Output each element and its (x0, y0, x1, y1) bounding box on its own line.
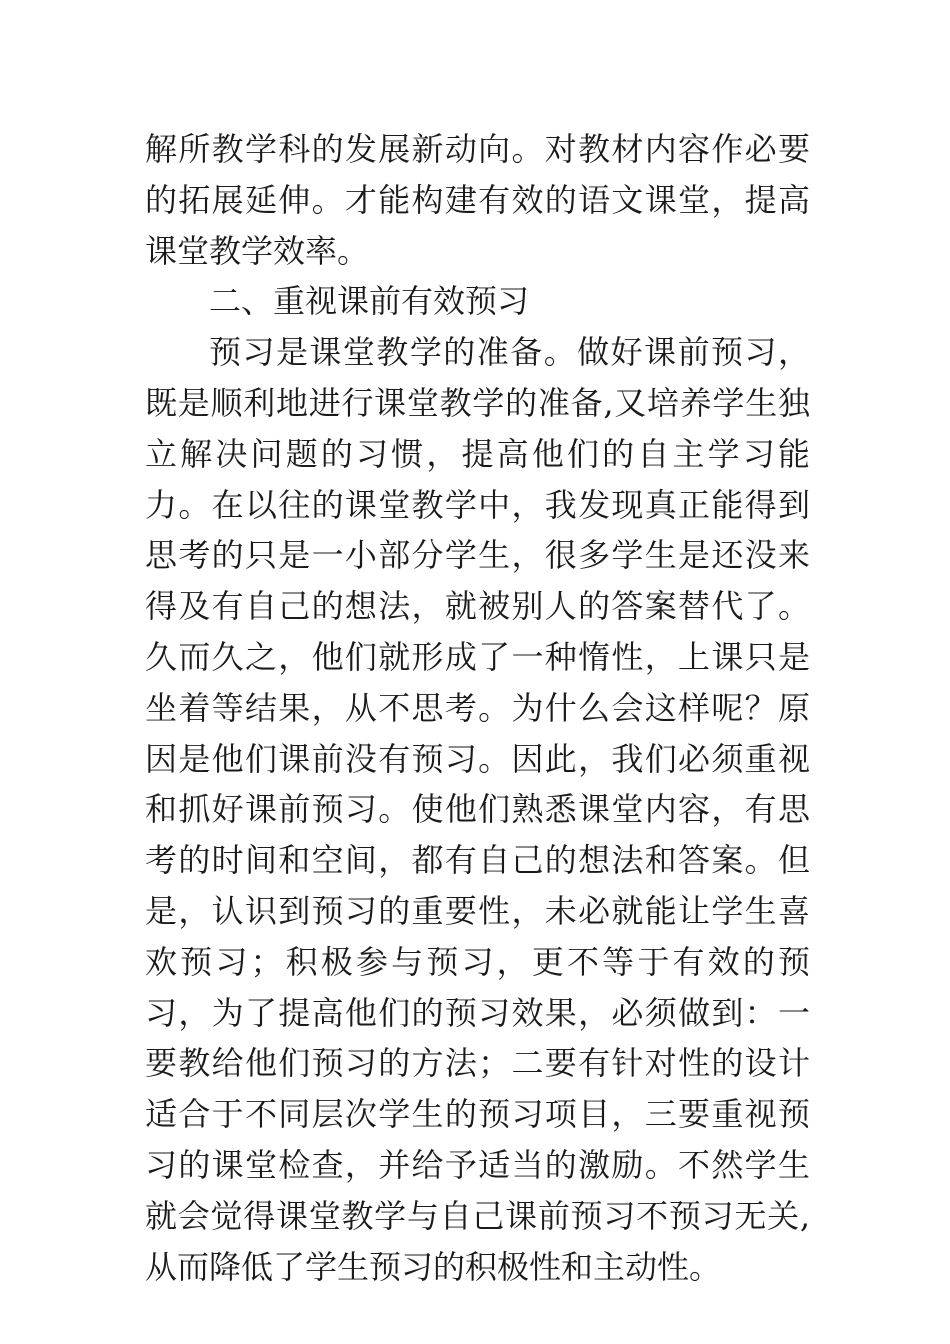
paragraph-preview: 预习是课堂教学的准备。做好课前预习，既是顺利地进行课堂教学的准备,又培养学生独立解决问题的习惯，提高他们的自主学习能力。在以往的课堂教学中，我发现真正能得到思考的只是一小部分学生，很多学生是还没来得及有自己的想法，就被别人的答案替代了。久而久之，他们就形成了一种惰性，上课只是坐着等结果，从不思考。为什么会这样呢？原因是他们课前没有预习。因此，我们必须重视和抓好课前预习。使他们熟悉课堂内容，有思考的时间和空间，都有自己的想法和答案。但是，认识到预习的重要性，未必就能让学生喜欢预习；积极参与预习，更不等于有效的预习，为了提高他们的预习效果，必须做到：一要教给他们预习的方法；二要有针对性的设计适合于不同层次学生的预习项目，三要重视预习的课堂检查，并给予适当的激励。不然学生就会觉得课堂教学与自己课前预习不预习无关,从而降低了学生预习的积极性和主动性。 (145, 333, 810, 1286)
document-body (145, 124, 810, 1292)
section-heading: 二、重视课前有效预习 (209, 282, 530, 321)
paragraph-continuation: 解所教学科的发展新动向。对教材内容作必要的拓展延伸。才能构建有效的语文课堂，提高课堂教学效率。 (145, 130, 810, 270)
